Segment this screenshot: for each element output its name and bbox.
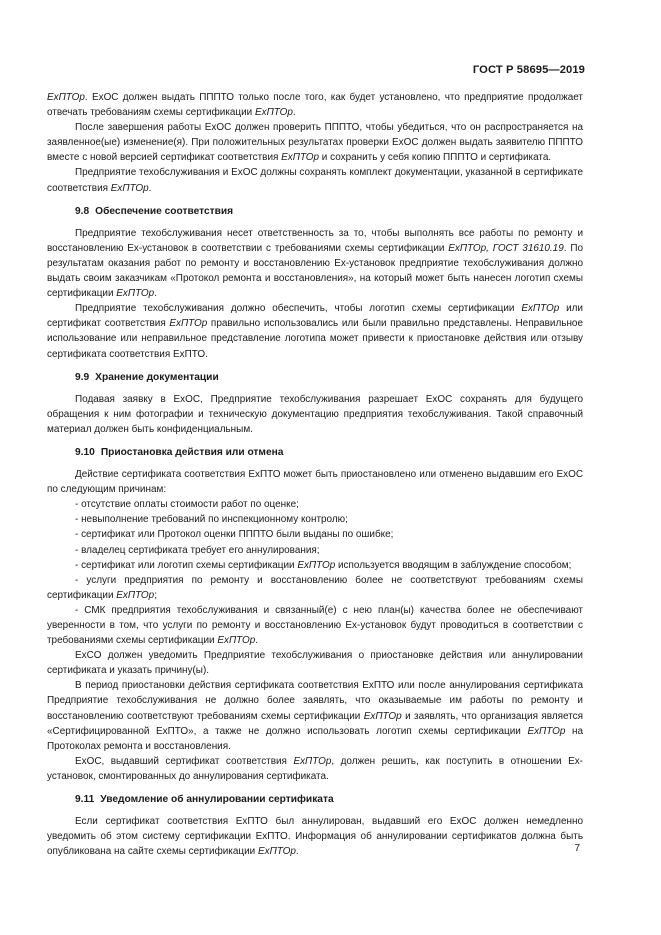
scheme-name: ExПТОр xyxy=(363,710,402,722)
scheme-name: ExПТОр, ГОСТ 31610.19 xyxy=(448,242,564,254)
section-number: 9.10 xyxy=(75,446,95,458)
scheme-name: ExПТОр xyxy=(217,635,256,647)
text-run: . ExOC должен выдать ПППТО только после того, как будет установлено, что предприятие продолжает отвечать требованиям схемы сертификации xyxy=(47,92,583,119)
paragraph: Действие сертификата соответствия ExПТО может быть приостановлено или отменено выдавшим его ExOC по следующим причинам: xyxy=(47,469,583,496)
paragraph: Подавая заявку в ExOC, Предприятие техобслуживания разрешает ExOC сохранять для будущего обращения к ним фотографии и техническую документацию предприятия техобслуживания. Такой справочный материал должен быть конфиденциальным. xyxy=(47,393,583,435)
text-run: или сертификат соответствия xyxy=(47,303,583,330)
section-title: Обеспечение соответствия xyxy=(95,205,234,217)
text-run: . xyxy=(295,846,299,858)
text-run: . xyxy=(154,288,157,300)
scheme-name: ExПТОр xyxy=(255,107,293,119)
text-run: и заявлять, что организация является «Сертифицированной ExПТО», а также не должно использовать логотип схемы сертификации xyxy=(47,710,583,737)
list-item xyxy=(47,603,583,648)
scheme-name: ExПТОр xyxy=(297,559,336,571)
section-number: 9.9 xyxy=(75,371,90,383)
section-heading-9-9 xyxy=(47,370,583,385)
text-run: Предприятие техобслуживания должно обеспечить, чтобы логотип схемы сертификации xyxy=(75,303,522,315)
text-run: . xyxy=(292,107,296,119)
scheme-name: ExПТОр xyxy=(47,92,85,103)
scheme-name: ExПТОр xyxy=(110,182,149,194)
paragraph xyxy=(47,754,583,784)
text-run: Если сертификат соответствия ExПТО был аннулирован, выдавший его ExOC должен немедленно уведомить об этом систему сертификации ExПТО. Информация об аннулировании сертификатов должна быть опубликована на сайте схемы сертификации xyxy=(47,816,583,858)
section-title: Хранение документации xyxy=(95,371,219,383)
paragraph xyxy=(47,120,583,165)
scheme-name: ExПТОр xyxy=(527,725,566,737)
text-run: правильно использовались или были правильно представлены. Неправильное использование или неправильное представление логотипа может привести к приостановке действия или отзыву сертификата соответствия ExПТО. xyxy=(47,318,583,360)
scheme-name: ExПТОр xyxy=(293,755,332,767)
scheme-name: ExПТОр xyxy=(116,288,155,300)
text-run: . xyxy=(148,182,152,194)
section-number: 9.8 xyxy=(75,205,90,217)
list-item xyxy=(47,558,583,573)
text-run: . По результатам оказания работ по ремонту и восстановлению Ex-установок предприятие техобслуживания должно выдать своим заказчикам «Протокол ремонта и восстановления», на который может быть нанесен логотип схемы сертификации xyxy=(47,242,583,300)
text-run: - услуги предприятия по ремонту и восстановлению более не соответствуют требованиям схемы сертификации xyxy=(47,574,583,601)
paragraph: ExCO должен уведомить Предприятие техобслуживания о приостановке действия или аннулировании сертификата и указать причину(ы). xyxy=(47,650,583,677)
section-title: Приостановка действия или отмена xyxy=(100,446,284,458)
document-body xyxy=(47,90,583,859)
scheme-name: ExПТОр xyxy=(281,152,320,164)
page-number: 7 xyxy=(574,843,580,854)
paragraph xyxy=(47,814,583,859)
section-heading-9-8 xyxy=(47,204,583,219)
section-heading-9-11 xyxy=(47,792,583,807)
paragraph xyxy=(47,226,583,301)
text-run: . xyxy=(255,635,259,647)
list-item: - владелец сертификата требует его аннулирования; xyxy=(75,544,320,556)
section-title: Уведомление об аннулировании сертификата xyxy=(100,794,334,806)
scheme-name: ExПТОр xyxy=(116,589,155,601)
paragraph xyxy=(47,90,583,120)
list-item: - сертификат или Протокол оценки ПППТО были выданы по ошибке; xyxy=(75,529,394,541)
text-run: В период приостановки действия сертификата соответствия ExПТО или после аннулирования сертификата Предприятие техобслуживания не должно более заявлять, что оказываемые им работы по ремонту и восстановлению соответствуют требованиям схемы сертификации xyxy=(47,680,583,722)
list-item xyxy=(47,573,583,603)
paragraph xyxy=(47,301,583,361)
text-run: , должен решить, как поступить в отношении Ex-установок, смонтированных до аннулирования сертификата. xyxy=(47,755,583,782)
scheme-name: ExПТОр xyxy=(257,846,296,858)
text-run: ExOC, выдавший сертификат соответствия xyxy=(75,755,294,767)
text-run: используется вводящим в заблуждение способом; xyxy=(335,559,572,571)
scheme-name: ExПТОр xyxy=(521,303,560,315)
section-heading-9-10 xyxy=(47,445,583,460)
list-item: - невыполнение требований по инспекционному контролю; xyxy=(75,514,348,526)
text-run: на Протоколах ремонта и восстановления. xyxy=(47,725,583,752)
text-run: - СМК предприятия техобслуживания и связанный(е) с нею план(ы) качества более не обеспечивают уверенности в том, что услуги по ремонту и восстановлению Ex-установок будут проводиться в соответствии с требованиями схемы сертификации xyxy=(47,604,583,647)
list-item: - отсутствие оплаты стоимости работ по оценке; xyxy=(75,499,299,511)
text-run: ; xyxy=(154,589,157,601)
paragraph xyxy=(47,678,583,753)
standard-designation: ГОСТ Р 58695—2019 xyxy=(472,64,585,76)
text-run: После завершения работы ExOC должен проверить ПППТО, чтобы убедиться, что он распространяется на заявленное(ые) изменение(я). При положительных результатах проверки ExOC должен выдать заявителю ПППТО вместе с новой версией сертификат соответствия xyxy=(47,122,583,164)
text-run: Предприятие техобслуживания и ExOC должны сохранять комплект документации, указанной в сертификате соответствия xyxy=(47,167,583,194)
text-run: Предприятие техобслуживания несет ответственность за то, чтобы выполнять все работы по ремонту и восстановлению Ex-установок в соответствии с требованиями схемы сертификации xyxy=(47,227,583,254)
paragraph xyxy=(47,165,583,195)
scheme-name: ExПТОр xyxy=(169,318,208,330)
section-number: 9.11 xyxy=(75,794,95,806)
text-run: и сохранить у себя копию ПППТО и сертификата. xyxy=(319,152,552,164)
text-run: - сертификат или логотип схемы сертификации xyxy=(75,559,298,571)
